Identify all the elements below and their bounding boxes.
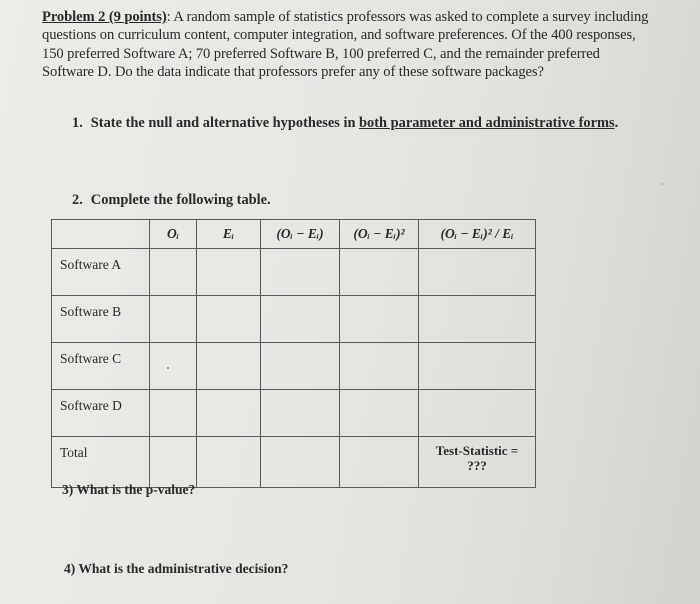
- cell-input[interactable]: [419, 296, 536, 343]
- row-label-software-c: Software C: [52, 343, 150, 390]
- table-row: [52, 249, 536, 296]
- test-statistic-label: Test-Statistic =: [435, 443, 519, 458]
- problem-text: A random sample of statistics professors was asked to complete a survey including questions on curriculum content, computer integration, and software preferences. Of the 400 responses, 150 preferred Software A; 70 preferred Software B, 100 preferred C, and the remainder preferred Software D. Do the data indicate that professors prefer any of these software packages?: [42, 9, 649, 80]
- header-observed: Oᵢ: [150, 220, 197, 249]
- cell-input[interactable]: [150, 296, 197, 343]
- row-label-software-d: Software D: [52, 390, 150, 437]
- cell-input[interactable]: [340, 437, 419, 488]
- problem-statement: Problem 2 (9 points): A random sample of statistics professors was asked to complete a survey including questions on curriculum content, computer integration, and software preferences. Of the 400 responses, 150 preferred Software A; 70 preferred Software B, 100 preferred C, and the remainder preferred Software D. Do the data indicate that professors prefer any of these software packages?: [42, 9, 649, 80]
- row-label-software-a: Software A: [52, 249, 150, 296]
- test-statistic-cell[interactable]: [419, 437, 536, 488]
- cell-input[interactable]: [150, 390, 197, 437]
- row-label-software-b: Software B: [52, 296, 150, 343]
- header-chi-component: (Oᵢ − Eᵢ)² / Eᵢ: [419, 220, 536, 249]
- question-2-number: 2.: [72, 192, 83, 208]
- table-row: [52, 390, 536, 437]
- question-3: 3) What is the p-value?: [62, 482, 196, 497]
- row-label-total: Total: [52, 437, 150, 488]
- cell-input[interactable]: [150, 343, 197, 390]
- cell-input[interactable]: [340, 296, 419, 343]
- cell-input[interactable]: [150, 249, 197, 296]
- cell-input[interactable]: [340, 390, 419, 437]
- cell-input[interactable]: [197, 249, 261, 296]
- question-2: [72, 192, 271, 209]
- header-difference: (Oᵢ − Eᵢ): [261, 220, 340, 249]
- test-statistic-value: ???: [467, 458, 487, 473]
- cell-input[interactable]: [340, 343, 419, 390]
- cell-input[interactable]: [419, 343, 536, 390]
- cell-input[interactable]: [197, 437, 261, 488]
- header-expected: Eᵢ: [197, 220, 261, 249]
- cell-input[interactable]: [340, 249, 419, 296]
- table-row: [52, 296, 536, 343]
- header-squared-difference: (Oᵢ − Eᵢ)²: [340, 220, 419, 249]
- table-row: [52, 343, 536, 390]
- cell-input[interactable]: [419, 390, 536, 437]
- cell-input[interactable]: [261, 296, 340, 343]
- chi-square-table: [51, 219, 536, 488]
- table-total-row: [52, 437, 536, 488]
- cell-input[interactable]: [261, 249, 340, 296]
- question-2-text: Complete the following table.: [90, 192, 271, 208]
- cell-input[interactable]: [419, 249, 536, 296]
- table-header-row: [52, 220, 536, 249]
- question-4: 4) What is the administrative decision?: [64, 561, 289, 576]
- cell-input[interactable]: [150, 437, 197, 488]
- question-1-number: 1.: [72, 115, 83, 131]
- cell-input[interactable]: [261, 390, 340, 437]
- question-1: 1. State the null and alternative hypotheses in both parameter and administrative forms.: [72, 115, 619, 131]
- cell-input[interactable]: [197, 390, 261, 437]
- cell-input[interactable]: [197, 296, 261, 343]
- paper-speck: [167, 367, 169, 369]
- question-1-emphasis: both parameter and administrative forms: [359, 115, 615, 131]
- problem-title: Problem 2 (9 points): [42, 9, 167, 25]
- cell-input[interactable]: [197, 343, 261, 390]
- cell-input[interactable]: [261, 437, 340, 488]
- header-blank: [52, 220, 150, 249]
- paper-speck: [661, 183, 663, 185]
- cell-input[interactable]: [261, 343, 340, 390]
- question-1-text: State the null and alternative hypotheses in: [90, 115, 360, 131]
